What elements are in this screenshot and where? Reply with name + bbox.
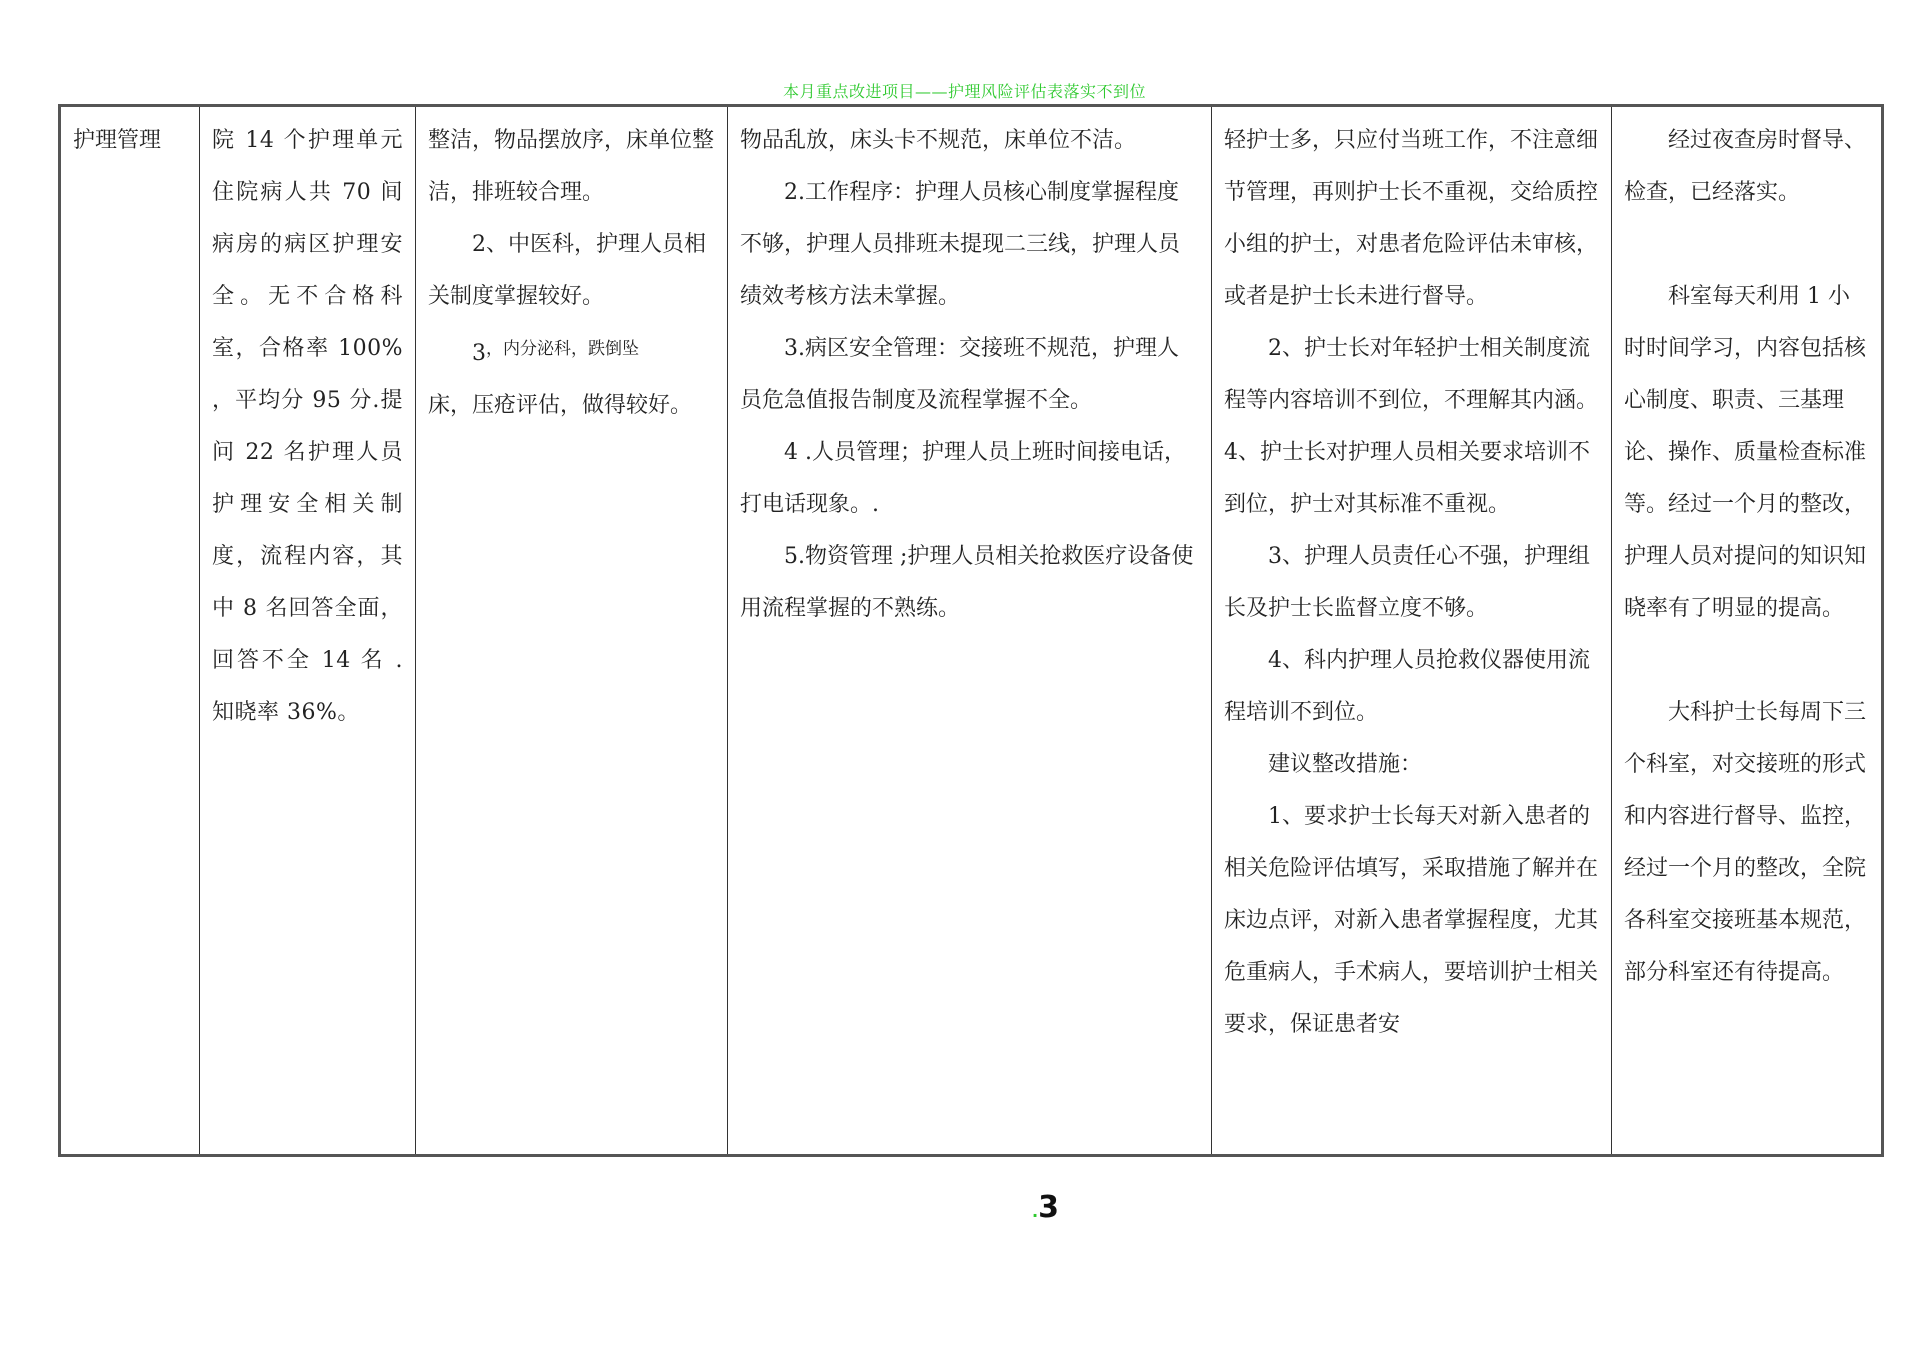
spacer: [1624, 635, 1869, 687]
table-row: [60, 106, 1883, 1156]
cause-item: 3、护理人员责任心不强，护理组长及护士长监督立度不够。: [1224, 544, 1590, 621]
good-practice-p3: [428, 323, 715, 380]
problem-item: 3.病区安全管理：交接班不规范，护理人员危急值报告制度及流程掌握不全。: [740, 336, 1179, 413]
good-practice-p2: 2、中医科，护理人员相关制度掌握较好。: [428, 232, 706, 309]
suggestion-item: 1、要求护士长每天对新入患者的相关危险评估填写，采取措施了解并在床边点评，对新入患者掌握程度，尤其危重病人，手术病人，要培训护士相关要求，保证患者安: [1224, 804, 1599, 1037]
good-practice-p3-small: ，内分泌科，跌倒坠: [486, 339, 639, 359]
result-item: 科室每天利用 1 小时时间学习，内容包括核心制度、职责、三基理论、操作、质量检查标准等。经过一个月的整改，护理人员对提问的知识知晓率有了明显的提高。: [1624, 284, 1867, 621]
problem-item: 2.工作程序：护理人员核心制度掌握程度不够，护理人员排班未提现二三线，护理人员绩效考核方法未掌握。: [740, 180, 1181, 309]
cause-item: 2、护士长对年轻护士相关制度流程等内容培训不到位，不理解其内涵。4、护士长对护理人员相关要求培训不到位，护士对其标准不重视。: [1224, 336, 1599, 517]
result-item: 大科护士长每周下三个科室，对交接班的形式和内容进行督导、监控，经过一个月的整改，全院各科室交接班基本规范，部分科室还有待提高。: [1624, 700, 1867, 985]
suggestion-heading: 建议整改措施：: [1268, 752, 1423, 777]
cause-item: 4、科内护理人员抢救仪器使用流程培训不到位。: [1224, 648, 1590, 725]
category-cell: [60, 106, 200, 1156]
page-number: [1032, 1190, 1059, 1225]
problem-item: 4 .人员管理；护理人员上班时间接电话，打电话现象。.: [740, 440, 1186, 517]
page-header-title: 本月重点改进项目——护理风险评估表落实不到位: [782, 82, 1146, 101]
category-label: 护理管理: [73, 128, 162, 153]
cause-item: 轻护士多，只应付当班工作，不注意细节管理，再则护士长不重视，交给质控小组的护士，对患者危险评估未审核，或者是护士长未进行督导。: [1224, 128, 1599, 309]
rectification-result-cell: [1612, 106, 1883, 1156]
good-practice-p3-num: 3: [472, 341, 486, 366]
page-number-value: 3: [1038, 1190, 1059, 1225]
inspection-result-cell: [200, 106, 416, 1156]
improvement-table: [58, 104, 1884, 1157]
page-number-dot: .: [1032, 1202, 1039, 1221]
result-item: 经过夜查房时督导、检查，已经落实。: [1624, 128, 1867, 205]
problems-cell: [728, 106, 1212, 1156]
cause-analysis-cell: [1212, 106, 1612, 1156]
good-practice-cell: [416, 106, 728, 1156]
good-practice-p1: 整洁，物品摆放序，床单位整洁，排班较合理。: [428, 128, 715, 205]
problem-item: 5.物资管理 ;护理人员相关抢救医疗设备使用流程掌握的不熟练。: [740, 544, 1194, 621]
spacer: [1624, 219, 1869, 271]
inspection-result-text: 院 14 个护理单元住院病人共 70 间病房的病区护理安全。无不合格科室，合格率 100% ，平均分 95 分.提问 22 名护理人员护理安全相关制度，流程内容，其中 8 名回答全面，回答不全 14 名 .知晓率 36%。: [212, 128, 403, 725]
good-practice-p3-rest: 床，压疮评估，做得较好。: [428, 393, 693, 418]
problem-item: 物品乱放，床头卡不规范，床单位不洁。: [740, 128, 1137, 153]
